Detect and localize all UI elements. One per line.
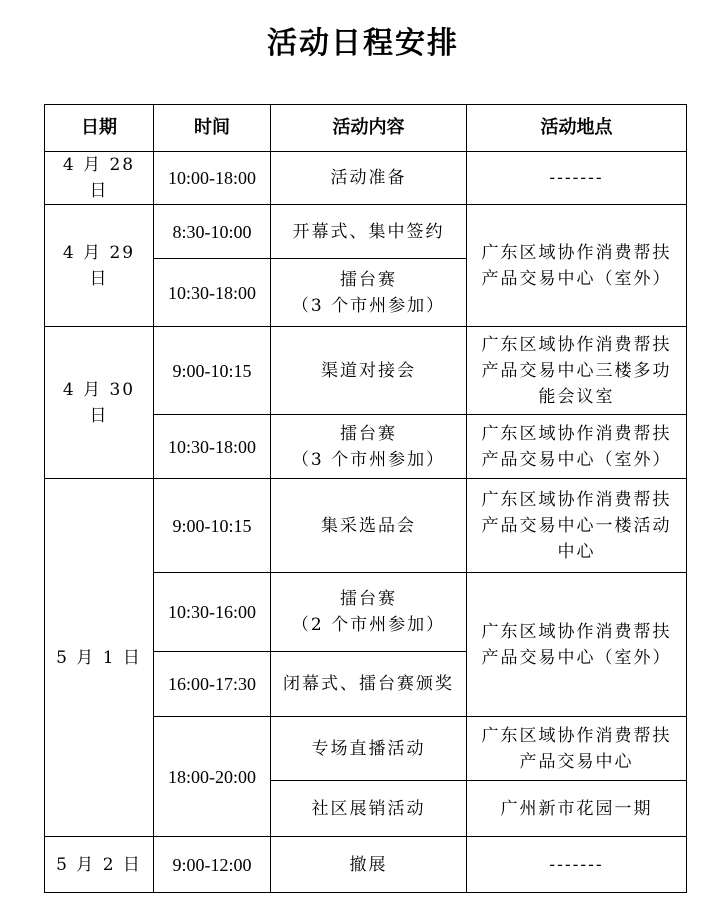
content-cell: 擂台赛 （3 个市州参加） <box>271 415 467 479</box>
time-cell: 18:00-20:00 <box>154 717 271 837</box>
location-cell: 广东区域协作消费帮扶产品交易中心三楼多功能会议室 <box>467 327 687 415</box>
date-cell: 5 月 2 日 <box>45 837 154 893</box>
content-cell: 擂台赛 （2 个市州参加） <box>271 573 467 652</box>
time-cell: 10:30-18:00 <box>154 259 271 327</box>
table-row <box>45 152 687 205</box>
content-cell: 渠道对接会 <box>271 327 467 415</box>
date-cell: 4 月 29 日 <box>45 205 154 327</box>
content-cell: 社区展销活动 <box>271 781 467 837</box>
location-cell: 广东区域协作消费帮扶产品交易中心 <box>467 717 687 781</box>
content-cell: 闭幕式、擂台赛颁奖 <box>271 652 467 717</box>
content-cell: 专场直播活动 <box>271 717 467 781</box>
content-cell: 擂台赛 （3 个市州参加） <box>271 259 467 327</box>
content-cell: 撤展 <box>271 837 467 893</box>
time-cell: 9:00-12:00 <box>154 837 271 893</box>
header-location: 活动地点 <box>467 105 687 152</box>
time-cell: 9:00-10:15 <box>154 327 271 415</box>
table-header-row <box>45 105 687 152</box>
date-cell: 4 月 30 日 <box>45 327 154 479</box>
time-cell: 10:30-18:00 <box>154 415 271 479</box>
table-row <box>45 327 687 415</box>
location-cell: ------- <box>467 152 687 205</box>
date-cell: 5 月 1 日 <box>45 479 154 837</box>
time-cell: 8:30-10:00 <box>154 205 271 259</box>
time-cell: 10:00-18:00 <box>154 152 271 205</box>
location-cell: 广东区域协作消费帮扶产品交易中心一楼活动中心 <box>467 479 687 573</box>
content-cell: 活动准备 <box>271 152 467 205</box>
date-cell: 4 月 28 日 <box>45 152 154 205</box>
table-row <box>45 205 687 259</box>
header-date: 日期 <box>45 105 154 152</box>
table-row <box>45 479 687 573</box>
time-cell: 16:00-17:30 <box>154 652 271 717</box>
location-cell: 广东区域协作消费帮扶产品交易中心（室外） <box>467 205 687 327</box>
location-cell: 广东区域协作消费帮扶产品交易中心（室外） <box>467 415 687 479</box>
content-cell: 开幕式、集中签约 <box>271 205 467 259</box>
page-title: 活动日程安排 <box>267 26 459 61</box>
time-cell: 10:30-16:00 <box>154 573 271 652</box>
time-cell: 9:00-10:15 <box>154 479 271 573</box>
schedule-table <box>44 104 687 893</box>
header-content: 活动内容 <box>271 105 467 152</box>
header-time: 时间 <box>154 105 271 152</box>
location-cell: ------- <box>467 837 687 893</box>
location-cell: 广州新市花园一期 <box>467 781 687 837</box>
table-row <box>45 837 687 893</box>
location-cell: 广东区域协作消费帮扶产品交易中心（室外） <box>467 573 687 717</box>
content-cell: 集采选品会 <box>271 479 467 573</box>
